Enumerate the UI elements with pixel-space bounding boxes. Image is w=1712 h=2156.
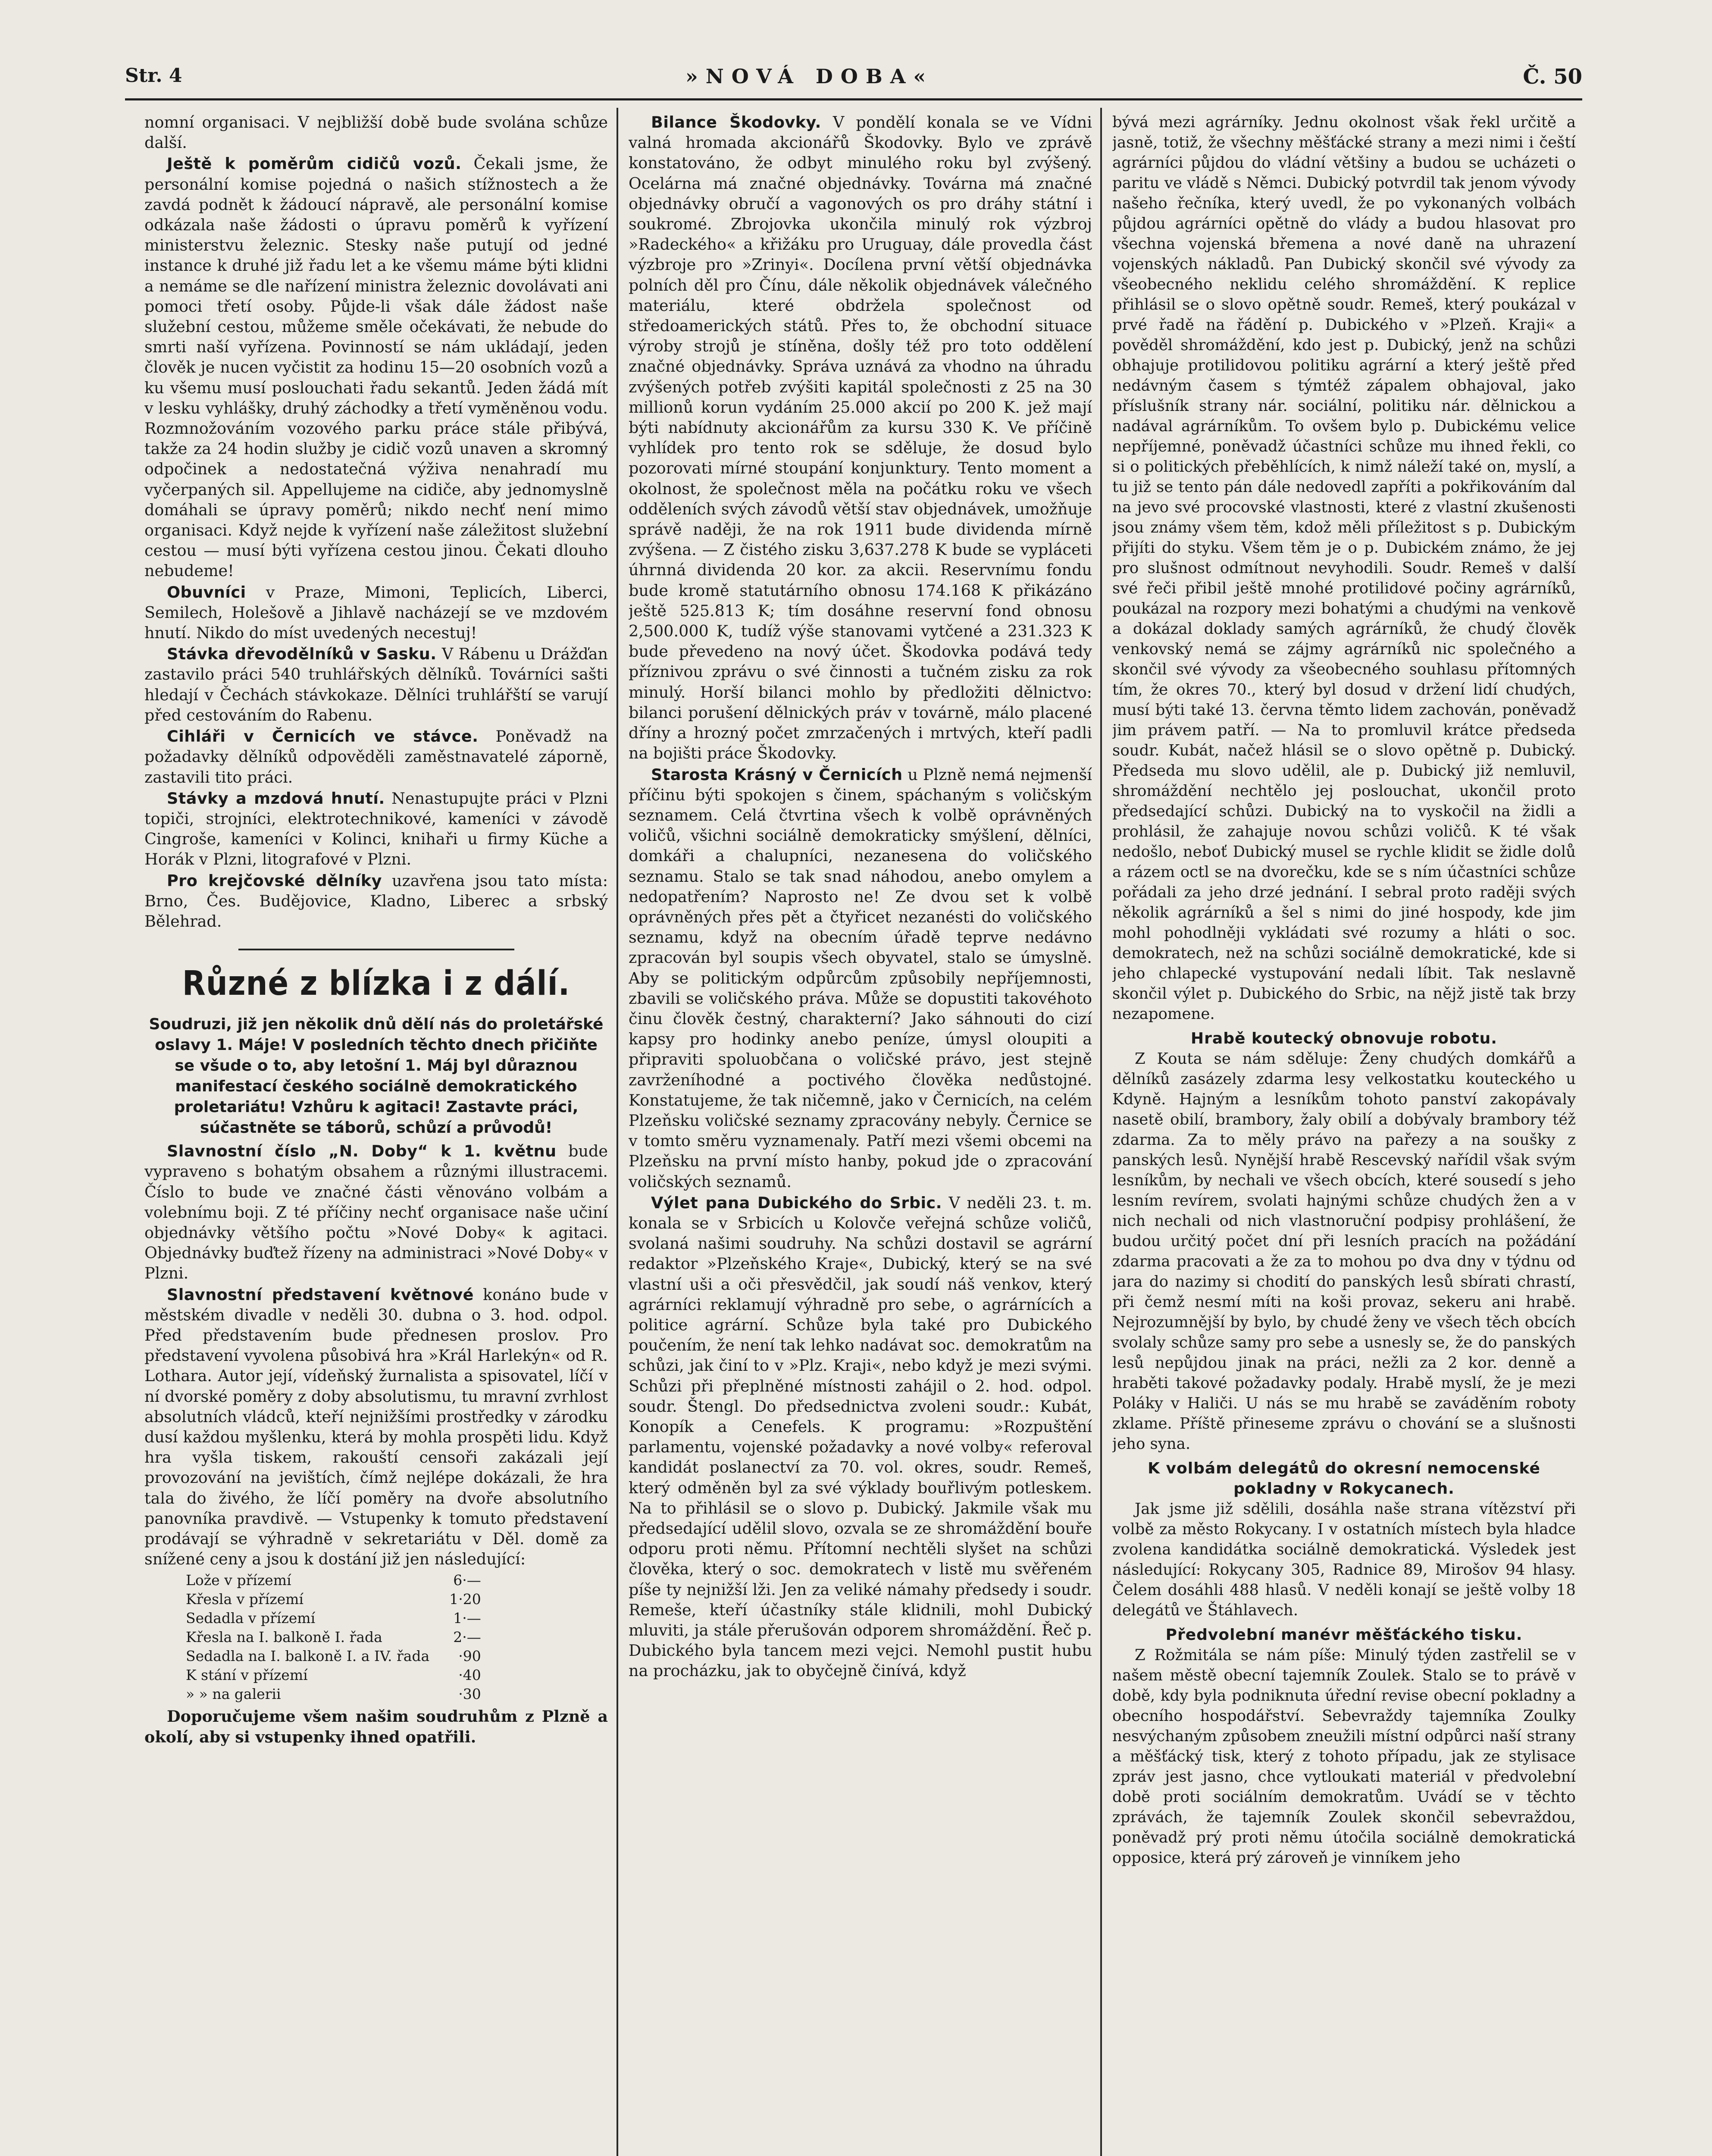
- price-value: ·30: [458, 1686, 481, 1703]
- article-bilance-skodovky: [629, 112, 1092, 764]
- paragraph: bývá mezi agrárníky. Jednu okolnost však řekl určitě a jasně, totiž, že všechny měšťácké strany a mezi nimi i čeští agrárníci půjdou do vládní většiny a budou se ucházeti o paritu ve vládě s Němci. Dubický potvrdil tak jenom vývody našeho řečníka, který uvedl, že po vykonaných volbách půjdou agrárníci opětně do vlády a budou hlasovat pro všechna vojenská břemena a nové daně na uhrazení vojenských nákladů. Pan Dubický skončil své vývody za všeobecného neklidu celého shromáždění. K replice přihlásil se o slovo opětně soudr. Remeš, který poukázal v prvé řadě na řádění p. Dubického v »Plzeň. Kraji« a pověděl shromáždění, kdo jest p. Dubický, jenž na schůzi obhajuje protilidovou politiku agrární a který ještě před nedávným časem s týmtéž zápalem obhajoval, jako příslušník strany nár. sociální, politiku nár. dělnickou a nadával agrárníkům. To ovšem bylo p. Dubickému velice nepříjemné, poněvadž účastníci schůze mu ihned řekli, co si o politických přeběhlících, k nimž náleží také on, myslí, a tu již se tento pán dále nedovedl zapříti a pokřikováním dal na jevo své procovské vlastnosti, které z vlastní zkušenosti jsou známy všem těm, kdož měli příležitost s p. Dubickým přijíti do styku. Všem těm je o p. Dubickém známo, že jej pro slušnost odmítnout nevyhodili. Soudr. Remeš v další své řeči přibil ještě mnohé protilidové počiny agrárníků, poukázal na rozpory mezi bohatými a chudými na venkově a dokázal doklady samých agrárníků, že chudý člověk venkovský nemá se zájmy agrárníků nic společného a skončil své vývody za všeobecného souhlasu přítomných tím, že okres 70., který byl dosud v držení lidí chudých, musí býti také 13. června těmto lidem zachován, poněvadž jim právem patří. — Na to promluvil krátce předseda soudr. Kubát, načež hlásil se o slovo opětně p. Dubický. Předseda mu slovo udělil, ale p. Dubický již nemluvil, shromáždění nechtělo jej poslouchat, ukončil proto předsedající schůzi. Dubický na to vyskočil na židli a prohlásil, že zahajuje novou schůzi voličů. K té však nedošlo, neboť Dubický musel se rychle klidit se židle dolů a rázem octl se na dvorečku, kde se s ním účastníci schůze pořádali za jeho drzé jednání. I sebral proto raději svých několik agrárníků a šel s nimi do jiné hospody, kde jim mohl pohodlněji vykládati své rozumy a hláti o soc. demokratech, než na schůzi sociálně demokratické, kde si jeho chlapecké vystupování nedali líbit. Tak neslavně skončil výlet p. Dubického do Srbic, na nějž jistě tak brzy nezapomene.: [1112, 113, 1576, 1023]
- table-row: [183, 1590, 484, 1609]
- article-headline: Pro krejčovské dělníky: [167, 871, 382, 890]
- article-starosta-krasny: [629, 765, 1092, 1192]
- paragraph: Doporučujeme všem našim soudruhům z Plzně a okolí, aby si vstupenky ihned opatřili.: [144, 1707, 608, 1746]
- article-headline: Stávky a mzdová hnutí.: [167, 789, 385, 808]
- ticket-price-table: [183, 1571, 484, 1704]
- article-headline: Výlet pana Dubického do Srbic.: [651, 1193, 942, 1212]
- article-headline: Starosta Krásný v Černicích: [651, 765, 903, 784]
- price-value: ·40: [458, 1667, 481, 1684]
- article-headline: Bilance Škodovky.: [651, 113, 821, 132]
- article-headline: Slavnostní představení květnové: [167, 1285, 474, 1304]
- article-body: V neděli 23. t. m. konala se v Srbicích u Kolovče veřejná schůze voličů, svolaná našimi soudruhy. Na schůzi dostavil se agrární redaktor »Plzeňského Kraje«, Dubický, který se na své vlastní uši a oči přesvědčil, jak soudí náš venkov, který agrárníci reklamují výhradně pro sebe, o agrárnících a politice agrární. Schůze byla také pro Dubického poučením, že není tak lehko nadávat soc. demokratům na schůzi, jak činí to v »Plz. Kraji«, nebo když je mezi svými. Schůzi při přeplněné místnosti zahájil o 2. hod. odpol. soudr. Štengl. Do předsednictva zvoleni soudr.: Kubát, Konopík a Cenefels. K programu: »Rozpuštění parlamentu, vojenské požadavky a nové volby« referoval kandidát poslanectví za 70. vol. okres, soudr. Remeš, který odměněn byl za své výklady bouřlivým potleskem. Na to přihlásil se o slovo p. Dubický. Jakmile však mu předsedající udělil slovo, ozvala se ze shromáždění bouře odporu proti němu. Přítomní nechtěli slyšet na schůzi člověka, který o soc. demokratech v listě mu svěřeném píše ty nejnižší lži. Jen za veliké námahy předsedy i soudr. Remeše, kteří účastníky stále klidnili, mohl Dubický mluviti, ja stále přerušován odporem shromáždění. Řeč p. Dubického byla tancem mezi vejci. Nemohl pustit hubu na procházku, jak to obyčejně činívá, když: [629, 1193, 1092, 1680]
- section-rule: [238, 949, 514, 950]
- price-label: Křesla v přízemí: [186, 1591, 304, 1608]
- price-value: 1·20: [449, 1591, 481, 1608]
- article-body: konáno bude v městském divadle v neděli 30. dubna o 3. hod. odpol. Před představením bude přednesen proslov. Pro představení vyvolena působivá hra »Král Harlekýn« od R. Lothara. Autor její, vídeňský žurnalista a spisovatel, líčí v ní dvorské poměry z doby absolutismu, tu mravní zvrhlost absolutních vládců, kteří nejnižšími prostředky v zárodku dusí každou myšlenku, která by mohla prospěti lidu. Když hra vyšla tiskem, rakouští censoři zakázali její provozování na jevištích, čímž nejlépe dokázali, že hra tala do živého, že líčí poměry na dvoře absolutního panovníka pravdivě. — Vstupenky k tomuto představení prodávají se výhradně v sekretariátu v Děl. domě za snížené ceny a jsou k dostání již jen následující:: [144, 1285, 608, 1569]
- article-stavky: [144, 788, 608, 870]
- price-value: 2·—: [453, 1629, 481, 1646]
- header-rule: [125, 98, 1582, 100]
- article-body: V pondělí konala se ve Vídni valná hromada akcionářů Škodovky. Bylo ve zprávě konstatováno, že odbyt minulého roku byl zvýšený. Ocelárna má značné objednávky. Továrna má značné objednávky obručí a vagonových os pro dráhy státní i soukromé. Zbrojovka ukončila minulý rok výzbroj »Radeckého« a křižáku pro Uruguay, dále provedla část výzbroje pro »Zrinyi«. Docílena první větší objednávka polních děl pro Čínu, dále několik objednávek válečného materiálu, které obdržela společnost od středoamerických států. Přes to, že obchodní situace výroby strojů je stíněna, došly též pro toto oddělení značné objednávky. Správa uznává za vhodno na úhradu zvýšených potřeb zvýšiti kapitál společnosti z 25 na 30 millionů korun vydáním 25.000 akcií po 200 K. jež mají býti nabídnuty akcionářům za kursu 330 K. Ve příčině vyhlídek pro tento rok se sděluje, že dosud bylo pozorovati mírné stoupání konjunktury. Tento moment a okolnost, že společnost měla na počátku roku ve všech odděleních svých závodů větší stav objednávek, umožňuje správě naději, že na rok 1911 bude dividenda mírně zvýšena. — Z čistého zisku 3,637.278 K bude se vypláceti úhrnná dividenda 20 kor. za akcii. Reservnímu fondu bude kromě statutárního obnosu 174.168 K přikázáno ještě 525.813 K; tím dosáhne reservní fond obnosu 2,500.000 K, tudíž výše stanovami vytčené a 231.323 K bude převedeno na nový účet. Škodovka podává tedy příznivou zprávu o své činnosti a tučném zisku za rok minulý. Horší bilanci mohlo by předložiti dělnictvo: bilanci porušení dělnických práv v továrně, málo placené dříny a hrozný počet zmrzačených i mrtvých, kteří padli na bojišti práce Škodovky.: [629, 113, 1092, 763]
- article-headline: Předvolební manévr měšťáckého tisku.: [1165, 1626, 1523, 1644]
- table-row: [183, 1685, 484, 1704]
- article-headline: Slavnostní číslo „N. Doby“ k 1. květnu: [167, 1142, 557, 1161]
- column-2: [629, 112, 1092, 2156]
- article-cidici: [144, 154, 608, 581]
- price-label: Lože v přízemí: [186, 1572, 291, 1589]
- price-value: ·90: [458, 1648, 481, 1665]
- article-krejci: [144, 871, 608, 932]
- price-label: Sedadla na I. balkoně I. a IV. řada: [186, 1648, 430, 1665]
- page-header: [125, 65, 1582, 91]
- article-body: V Rábenu u Drážďan zastavilo práci 540 truhlářských dělníků. Továrníci sašti hledají v Čechách stávkokaze. Dělníci truhlářští se varují před cestováním do Rabenu.: [144, 645, 608, 724]
- article-predstaveni: [144, 1285, 608, 1570]
- price-label: » » na galerii: [186, 1686, 281, 1703]
- article-body: u Plzně nemá nejmenší příčinu býti spokojen s činem, spáchaným s voličským seznamem. Celá čtvrtina všech k volbě oprávněných voličů, všichni sociálně demokraticky smýšlení, dělníci, domkáři a chalupníci, nezanesena do voličského seznamu. Stalo se tak snad náhodou, anebo omylem a nedopatřením? Naprosto ne! Ze dvou set k volbě oprávněných přes pět a čtyřicet nezanésti do voličského seznamu, když na obecním úřadě teprve nedávno zpracován byl soupis všech obyvatel, stalo se úmyslně. Aby se politickým odpůrcům způsobily nepříjemnosti, zbavili se voličského práva. Může se dopustiti takovéhoto činu člověk čestný, charakterní? Jako sáhnouti do cizí kapsy pro hodinky anebo peníze, úmysl oloupiti a připraviti spoluobčana o voličské právo, jest stejně zavrženíhodné a poctivého člověka nedůstojné. Konstatujeme, že tak ničemně, jako v Černicích, na celém Plzeňsku voličské seznamy zpracovány nebyly. Černice se v tomto směru vyznamenaly. Patří mezi všemi obcemi na Plzeňsku na první místo hanby, pokud jde o zpracování voličských seznamů.: [629, 765, 1092, 1191]
- price-label: K stání v přízemí: [186, 1667, 308, 1684]
- price-value: 1·—: [453, 1610, 481, 1627]
- issue-number: Č. 50: [1523, 65, 1582, 89]
- table-row: [183, 1571, 484, 1590]
- article-headline: Obuvníci: [167, 583, 246, 602]
- column-3: [1112, 112, 1576, 2156]
- column-divider-1: [617, 108, 618, 2156]
- may-day-appeal: Soudruzi, již jen několik dnů dělí nás do proletářské oslavy 1. Máje! V posledních těchto dnech přičiňte se všude o to, aby letošní 1. Máj byl důraznou manifestací českého sociálně demokratického proletariátu! Vzhůru k agitaci! Zastavte práci, súčastněte se táborů, schůzí a průvodů!: [149, 1015, 604, 1137]
- article-headline: Stávka dřevodělníků v Sasku.: [167, 645, 437, 664]
- paragraph: Jak jsme již sdělili, dosáhla naše strana vítězství při volbě za město Rokycany. I v ostatních místech byla hladce zvolena kandidátka sociálně demokratická. Výsledek jest následující: Rokycany 305, Radnice 89, Mirošov 94 hlasy. Čelem dosáhli 488 hlasů. V neděli konají se ještě volby 18 delegátů ve Štáhlavech.: [1112, 1500, 1576, 1619]
- paragraph: Z Rožmitála se nám píše: Minulý týden zastřelil se v našem městě obecní tajemník Zoulek. Stalo se to právě v době, kdy byla podniknuta úřední revise obecní pokladny a obecního hospodářství. Sebevraždy tajemníka Zoulky nesvýchaným způsobem zneužili místní odpůrci naší strany a měšťácký tisk, který z tohoto případu, jak ze stylisace zpráv jest jasno, chce vytloukati materiál v předvolební době proti sociálním demokratům. Uvádí se v těchto zprávách, že tajemník Zoulek skončil sebevraždou, poněvadž prý proti němu útočila sociálně demokratická opposice, která prý zároveň je vinníkem jeho: [1112, 1646, 1576, 1867]
- article-obuvnici: [144, 582, 608, 643]
- column-divider-2: [1100, 108, 1102, 2156]
- page-number: Str. 4: [125, 65, 182, 87]
- article-body: Nenastupujte práci v Plzni topiči, strojníci, elektrotechnikové, kameníci v závodě Cingroše, kameníci v Kolinci, knihaři u firmy Küche a Horák v Plzni, litografové v Plzni.: [144, 789, 608, 869]
- article-vylet-dubickeho: [629, 1193, 1092, 1681]
- section-title: Různé z blízka i z dálí.: [182, 964, 570, 1003]
- article-body: v Praze, Mimoni, Teplicích, Liberci, Semilech, Holešově a Jihlavě nacházejí se ve mzdovém hnutí. Nikdo do míst uvedených necestuj!: [144, 583, 608, 642]
- article-headline: K volbám delegátů do okresní nemocenské pokladny v Rokycanech.: [1148, 1460, 1540, 1498]
- table-row: [183, 1628, 484, 1647]
- article-body: Čekali jsme, že personální komise pojedná o našich stížnostech a že zavdá podnět k žádoucí nápravě, ale personální komise odkázala naše žádosti o úpravu poměrů k vyřízení ministerstvu železnic. Stesky naše putují od jedné instance k druhé již řadu let a ke všemu máme býti klidni a nemáme se dle nařízení ministra železnic dovolávati ani pomoci třetí osoby. Půjde-li však dále žádost naše služební cestou, můžeme směle očekávati, že nebude do smrti naší vyřízena. Povinností se nám ukládají, jeden člověk je nucen vyčistit za hodinu 15—20 osobních vozů a ku všemu musí poslouchati řadu sekantů. Jeden žádá mít v lesku vyhlášky, druhý záchodky a třetí vyměněnou vodu. Rozmnožováním vozového parku práce stále přibývá, takže za 24 hodin služby je cidič vozů unaven a skromný odpočinek a nedostatečná výživa nenahradí mu vyčerpaných sil. Appellujeme na cidiče, aby jednomyslně domáhali se úpravy poměrů; nikdo nechť není mimo organisaci. Když nejde k vyřízení naše záležitost služební cestou — musí býti vyřízena cestou jinou. Čekati dlouho nebudeme!: [144, 154, 608, 580]
- price-value: 6·—: [453, 1572, 481, 1589]
- article-headline: Ještě k poměrům cidičů vozů.: [167, 154, 462, 173]
- article-cihlari: [144, 726, 608, 787]
- price-label: Sedadla v přízemí: [186, 1610, 316, 1627]
- table-row: [183, 1666, 484, 1685]
- paragraph: nomní organisaci. V nejbližší době bude svolána schůze další.: [144, 113, 608, 152]
- article-slavnostni-cislo: [144, 1141, 608, 1283]
- table-row: [183, 1609, 484, 1628]
- article-stavka-sasko: [144, 644, 608, 725]
- article-headline: Cihláři v Černicích ve stávce.: [167, 727, 479, 746]
- masthead-title: »NOVÁ DOBA«: [685, 65, 934, 88]
- table-row: [183, 1647, 484, 1666]
- article-body: bude vypraveno s bohatým obsahem a různými illustracemi. Číslo to bude ve značné části věnováno volbám a volebnímu boji. Z té příčiny nechť organisace naše učiní objednávky většího počtu »Nové Doby« k agitaci. Objednávky buďtež řízeny na administraci »Nové Doby« v Plzni.: [144, 1142, 608, 1283]
- column-1: [144, 112, 608, 2156]
- article-headline: Hrabě koutecký obnovuje robotu.: [1191, 1030, 1497, 1047]
- article-body: Poněvadž na požadavky dělníků odpověděli zaměstnavatelé záporně, zastavili tito práci.: [144, 727, 608, 787]
- paragraph: Z Kouta se nám sděluje: Ženy chudých domkářů a dělníků zasázely zdarma lesy velkostatku kouteckého u Kdyně. Hajným a lesníkům tohoto panství zakopávaly nasetě obilí, brambory, žaly obilí a dobývaly brambory též zdarma. Za to měly právo na pařezy a na soušky z panských lesů. Nynější hrabě Rescevský nařídil však svým lesníkům, by nechali ve všech obcích, které sousedí s jeho lesním revírem, svolati hajnými schůze chudých žen a v nich nechali od nich vlastnoruční podpisy prohlášení, že budou určitý počet dní při lesních pracích na požádání zdarma pracovati a že za to mohou po dva dny v týdnu od jara do nazimy si chodití do panských lesů sbírati chrastí, při čemž nesmí míti na koši provaz, sekeru ani hrabě. Nejrozumnější by bylo, by chudé ženy ve všech těch obcích svolaly schůze samy pro sebe a usnesly se, že do panských lesů nepůjdou jinak na práci, nežli za 2 kor. denně a hraběti takové požadavky podaly. Hrabě myslí, že je mezi Poláky v Haliči. U nás se mu hrabě se zaváděním roboty zklame. Příště přineseme zprávu o chování se a slušnosti jeho syna.: [1112, 1050, 1576, 1453]
- article-body: uzavřena jsou tato místa: Brno, Čes. Budějovice, Kladno, Liberec a srbský Bělehrad.: [144, 871, 608, 931]
- price-label: Křesla na I. balkoně I. řada: [186, 1629, 382, 1646]
